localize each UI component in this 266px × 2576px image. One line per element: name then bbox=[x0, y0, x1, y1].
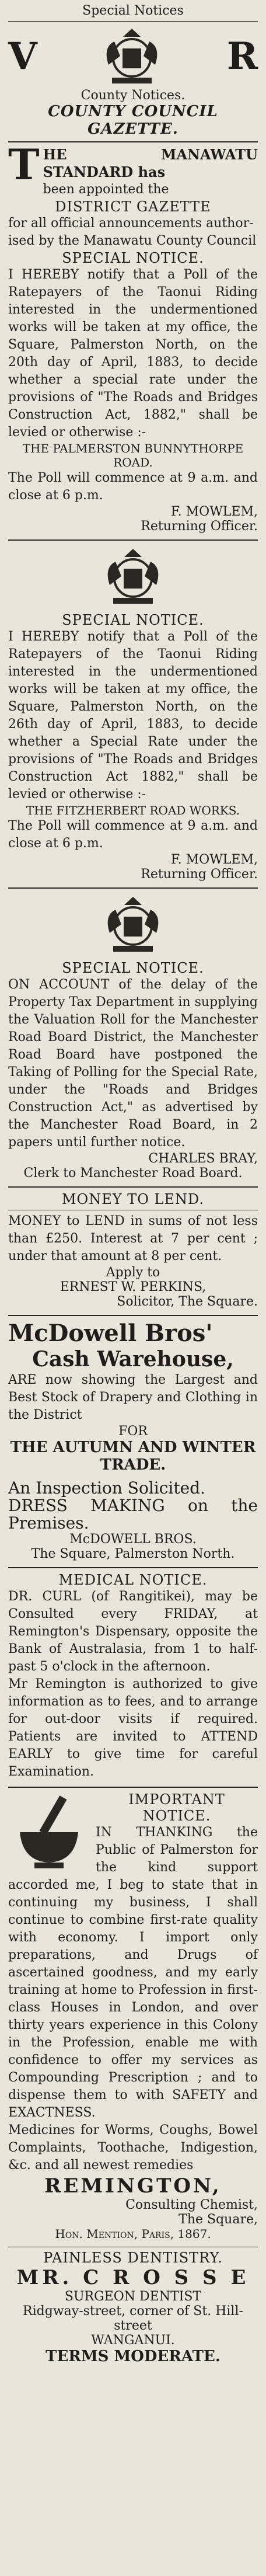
poll-hours: The Poll will commence at 9 a.m. and close at 6 p.m. bbox=[8, 471, 258, 503]
important-paragraph: IN THANKING the Public of Palmerston for the kind support accorded me, I beg to state that in continuing my business, I shall continue to combine first-rate quality with economy. I import only preparations, and Drugs of ascertained goodness, and my early training at home to Profession in first-class Houses in London, and over thirty years experience in this Colony in the Profession, enable me with confidence to offer my services as Compounding Prescription ; and to dispense them to with SAFETY and EXACTNESS. bbox=[8, 1825, 258, 2120]
remington-place: The Square, bbox=[178, 2212, 258, 2227]
dentist-address: Ridgway-street, corner of St. Hill-street bbox=[23, 2304, 243, 2333]
solicitor-title: Solicitor, The Square. bbox=[117, 1294, 258, 1309]
notice-line-2: been appointed the bbox=[43, 182, 169, 197]
dentistry-heading: PAINLESS DENTISTRY. bbox=[43, 2250, 223, 2266]
poll-hours: The Poll will commence at 9 a.m. and close at 6 p.m. bbox=[8, 819, 258, 851]
medical-notice bbox=[8, 1572, 258, 1781]
signer-name: CHARLES BRAY, bbox=[148, 1151, 258, 1166]
crosse-r: R. bbox=[42, 2266, 73, 2289]
coat-of-arms-icon bbox=[98, 892, 168, 956]
warehouse-name: Cash Warehouse, bbox=[32, 1347, 234, 1371]
notice-line-5: ised by the Manawatu County Council bbox=[8, 234, 257, 248]
left-letter: V bbox=[8, 34, 37, 78]
road-name: THE PALMERSTON BUNNYTHORPE ROAD. bbox=[22, 441, 244, 469]
apply-label: Apply to bbox=[106, 1265, 160, 1280]
special-notices-header: Special Notices bbox=[82, 4, 184, 18]
medical-paragraph-1: DR. CURL (of Rangitikei), may be Consulted every FRIDAY, at Remington's Dispensary, opposite the Bank of Australasia, from 1 to half-past 5 o'clock in the afternoon. bbox=[8, 1589, 258, 1674]
important-heading: IMPORTANT NOTICE. bbox=[128, 1791, 225, 1824]
gazette-rule bbox=[8, 141, 258, 142]
dentist-town: WANGANUI. bbox=[91, 2333, 175, 2348]
signer-name: F. MOWLEM, bbox=[170, 852, 258, 867]
notice-line-1: HE MANAWATU STANDARD has bbox=[43, 146, 258, 180]
medical-paragraph-2: Mr Remington is authorized to give information as to fees, and to arrange for out-door visits if required. Patients are invited to ATTEND EARLY to give time for careful Examination. bbox=[8, 1677, 258, 1779]
remington-name: REMINGTON, bbox=[44, 2174, 222, 2198]
special-notice-heading: SPECIAL NOTICE. bbox=[62, 250, 204, 266]
inspection-label: An Inspection Solicited. bbox=[8, 1478, 206, 1498]
special-notice-2 bbox=[8, 544, 258, 882]
special-notice-heading: SPECIAL NOTICE. bbox=[62, 612, 204, 628]
section-rule bbox=[8, 1787, 258, 1788]
money-heading: MONEY TO LEND. bbox=[61, 1191, 205, 1207]
coat-of-arms-icon bbox=[98, 544, 168, 608]
header-rule bbox=[8, 21, 258, 22]
money-to-lend-ad bbox=[8, 1191, 258, 1309]
section-rule bbox=[8, 887, 258, 889]
solicitor-name: ERNEST W. PERKINS, bbox=[60, 1280, 206, 1294]
medical-heading: MEDICAL NOTICE. bbox=[58, 1572, 208, 1588]
money-paragraph: MONEY to LEND in sums of not less than £250. Interest at 7 per cent ; under that amount at 8 per cent. bbox=[8, 1214, 258, 1263]
for-label: FOR bbox=[118, 1424, 148, 1439]
coat-of-arms-icon bbox=[97, 24, 167, 88]
right-letter: R bbox=[226, 34, 258, 78]
medicines-line: Medicines for Worms, Coughs, Bowel Complaints, Toothache, Indigestion, &c. and all newest remedies bbox=[8, 2123, 258, 2173]
section-rule bbox=[8, 1315, 258, 1316]
dentist-title: SURGEON DENTIST bbox=[64, 2289, 202, 2304]
signer-name: F. MOWLEM, bbox=[170, 504, 258, 519]
gazette-notice bbox=[8, 140, 258, 534]
bros-signature: McDOWELL BROS. bbox=[69, 1532, 197, 1547]
remington-title: Consulting Chemist, bbox=[125, 2198, 258, 2212]
royal-banner bbox=[8, 24, 258, 88]
district-gazette: DISTRICT GAZETTE bbox=[55, 199, 211, 215]
mcdowell-name: McDowell Bros' bbox=[8, 1320, 213, 1347]
road-name: THE FITZHERBERT ROAD WORKS. bbox=[26, 803, 240, 817]
season-label: THE AUTUMN AND WINTER TRADE. bbox=[10, 1439, 256, 1474]
poll-notice-paragraph: I HEREBY notify that a Poll of the Ratepayers of the Taonui Riding interested in the undermentioned works will be taken at my office, the Square, Palmerston North, on the 20th day of April, 1883, to decide whether a special rate under the provisions of "The Roads and Bridges Construction Act, 1882," shall be levied or otherwise :- bbox=[8, 267, 258, 440]
stock-paragraph: ARE now showing the Largest and Best Stock of Drapery and Clothing in the District bbox=[8, 1373, 258, 1422]
section-rule bbox=[8, 539, 258, 541]
special-notice-heading: SPECIAL NOTICE. bbox=[62, 960, 204, 976]
crosse-name bbox=[8, 2266, 258, 2289]
dentistry-ad bbox=[8, 2250, 258, 2365]
mcdowell-ad bbox=[8, 1320, 258, 1561]
poll-notice-paragraph: I HEREBY notify that a Poll of the Ratepayers of the Taonui Riding interested in the undermentioned works will be taken at my office, the Square, Palmerston North, on the 26th day of April, 1883, to decide whether a Special Rate under the provisions of "The Roads and Bridges Construction Act 1882," shall be levied or otherwise :- bbox=[8, 629, 258, 802]
signer-title: Returning Officer. bbox=[141, 867, 258, 882]
signer-title: Returning Officer. bbox=[141, 519, 258, 534]
section-rule bbox=[8, 1186, 258, 1188]
signer-title: Clerk to Manchester Road Board. bbox=[23, 1166, 243, 1181]
important-notice bbox=[8, 1791, 258, 2241]
paris-mention: Hon. Mention, Paris, 1867. bbox=[55, 2227, 211, 2241]
special-notice-3 bbox=[8, 892, 258, 1181]
county-notices-label: County Notices. bbox=[80, 88, 186, 103]
dressmaking-label: DRESS MAKING on the Premises. bbox=[8, 1496, 258, 1533]
crosse-m: M bbox=[16, 2266, 43, 2289]
mortar-and-pestle-icon bbox=[8, 1791, 90, 1873]
account-paragraph: ON ACCOUNT of the delay of the Property Tax Department in supplying the Valuation Roll for the Manchester Road Board District, the Manchester Road Board have postponed the Taking of Polling for the Special Rate, under the "Roads and Bridges Construction Act," as advertised by the Manchester Road Board, in 2 papers until further notice. bbox=[8, 977, 258, 1150]
terms-label: TERMS MODERATE. bbox=[46, 2348, 220, 2365]
gazette-title: COUNTY COUNCIL GAZETTE. bbox=[48, 103, 218, 138]
crosse-surname: C R O S S E bbox=[83, 2266, 250, 2289]
notice-line-4: for all official announcements author- bbox=[8, 216, 254, 231]
dropcap: T bbox=[8, 140, 40, 189]
mcdowell-address: The Square, Palmerston North. bbox=[31, 1547, 235, 1561]
section-rule bbox=[8, 1567, 258, 1568]
